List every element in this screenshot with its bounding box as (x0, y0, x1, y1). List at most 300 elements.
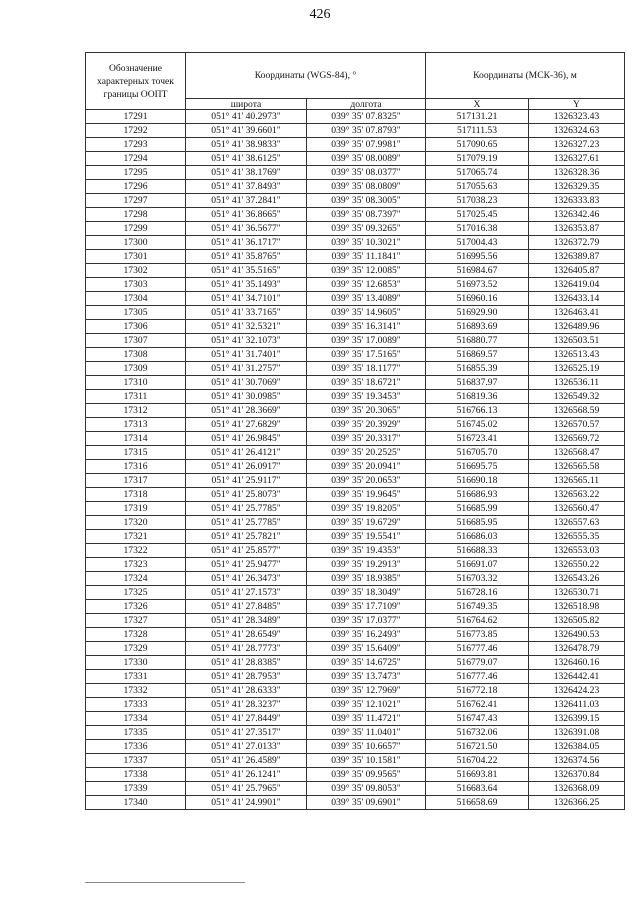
y-coordinate-cell: 1326549.32 (529, 390, 625, 404)
longitude-cell: 039° 35' 11.1841" (307, 250, 426, 264)
longitude-cell: 039° 35' 16.3141" (307, 320, 426, 334)
y-coordinate-cell: 1326557.63 (529, 516, 625, 530)
y-coordinate-cell: 1326424.23 (529, 684, 625, 698)
longitude-cell: 039° 35' 12.1021" (307, 698, 426, 712)
latitude-cell: 051° 41' 31.7401" (186, 348, 307, 362)
latitude-cell: 051° 41' 26.4589" (186, 754, 307, 768)
point-number-cell: 17329 (86, 642, 186, 656)
x-coordinate-cell: 516723.41 (426, 432, 529, 446)
y-coordinate-cell: 1326525.19 (529, 362, 625, 376)
x-coordinate-cell: 516995.56 (426, 250, 529, 264)
y-coordinate-cell: 1326372.79 (529, 236, 625, 250)
longitude-cell: 039° 35' 12.7969" (307, 684, 426, 698)
table-row (86, 698, 625, 712)
latitude-cell: 051° 41' 40.2973" (186, 110, 307, 124)
coordinates-table (85, 52, 625, 810)
table-row (86, 558, 625, 572)
y-coordinate-cell: 1326570.57 (529, 418, 625, 432)
x-coordinate-cell: 517079.19 (426, 152, 529, 166)
longitude-cell: 039° 35' 08.0089" (307, 152, 426, 166)
point-number-cell: 17316 (86, 460, 186, 474)
x-coordinate-cell: 516960.16 (426, 292, 529, 306)
x-coordinate-cell: 517065.74 (426, 166, 529, 180)
latitude-cell: 051° 41' 28.3669" (186, 404, 307, 418)
latitude-cell: 051° 41' 25.7965" (186, 782, 307, 796)
x-coordinate-cell: 516693.81 (426, 768, 529, 782)
x-coordinate-cell: 516685.99 (426, 502, 529, 516)
point-number-cell: 17318 (86, 488, 186, 502)
table-row (86, 278, 625, 292)
table-row (86, 572, 625, 586)
x-coordinate-cell: 517111.53 (426, 124, 529, 138)
x-coordinate-cell: 516762.41 (426, 698, 529, 712)
point-number-cell: 17338 (86, 768, 186, 782)
latitude-cell: 051° 41' 27.8485" (186, 600, 307, 614)
point-number-cell: 17322 (86, 544, 186, 558)
point-number-cell: 17313 (86, 418, 186, 432)
y-coordinate-cell: 1326568.59 (529, 404, 625, 418)
point-number-cell: 17330 (86, 656, 186, 670)
table-row (86, 600, 625, 614)
y-coordinate-cell: 1326505.82 (529, 614, 625, 628)
table-row (86, 614, 625, 628)
longitude-cell: 039° 35' 20.3929" (307, 418, 426, 432)
latitude-cell: 051° 41' 38.9833" (186, 138, 307, 152)
y-coordinate-cell: 1326329.35 (529, 180, 625, 194)
table-row (86, 796, 625, 810)
point-number-cell: 17310 (86, 376, 186, 390)
table-row (86, 306, 625, 320)
y-coordinate-cell: 1326384.05 (529, 740, 625, 754)
y-coordinate-cell: 1326419.04 (529, 278, 625, 292)
y-coordinate-cell: 1326460.16 (529, 656, 625, 670)
latitude-cell: 051° 41' 26.3473" (186, 572, 307, 586)
latitude-cell: 051° 41' 28.3489" (186, 614, 307, 628)
longitude-cell: 039° 35' 08.3005" (307, 194, 426, 208)
table-row (86, 362, 625, 376)
y-coordinate-cell: 1326550.22 (529, 558, 625, 572)
table-row (86, 446, 625, 460)
longitude-cell: 039° 35' 17.7109" (307, 600, 426, 614)
point-number-cell: 17296 (86, 180, 186, 194)
page-number: 426 (309, 7, 331, 22)
latitude-cell: 051° 41' 27.0133" (186, 740, 307, 754)
x-coordinate-cell: 516690.18 (426, 474, 529, 488)
x-coordinate-cell: 517025.45 (426, 208, 529, 222)
latitude-cell: 051° 41' 32.5321" (186, 320, 307, 334)
latitude-header: широта (186, 99, 307, 110)
table-row (86, 726, 625, 740)
point-number-cell: 17305 (86, 306, 186, 320)
table-row (86, 684, 625, 698)
table-row (86, 180, 625, 194)
point-number-cell: 17300 (86, 236, 186, 250)
latitude-cell: 051° 41' 35.8765" (186, 250, 307, 264)
longitude-cell: 039° 35' 18.3049" (307, 586, 426, 600)
longitude-cell: 039° 35' 08.0809" (307, 180, 426, 194)
y-coordinate-cell: 1326530.71 (529, 586, 625, 600)
y-coordinate-cell: 1326374.56 (529, 754, 625, 768)
x-coordinate-cell: 516869.57 (426, 348, 529, 362)
point-number-cell: 17327 (86, 614, 186, 628)
latitude-cell: 051° 41' 30.7069" (186, 376, 307, 390)
longitude-cell: 039° 35' 20.0941" (307, 460, 426, 474)
x-coordinate-cell: 516691.07 (426, 558, 529, 572)
latitude-cell: 051° 41' 25.9117" (186, 474, 307, 488)
longitude-cell: 039° 35' 15.6409" (307, 642, 426, 656)
table-row (86, 586, 625, 600)
x-coordinate-cell: 516973.52 (426, 278, 529, 292)
point-number-cell: 17314 (86, 432, 186, 446)
longitude-cell: 039° 35' 14.6725" (307, 656, 426, 670)
latitude-cell: 051° 41' 27.3517" (186, 726, 307, 740)
table-row (86, 124, 625, 138)
x-coordinate-cell: 516893.69 (426, 320, 529, 334)
latitude-cell: 051° 41' 31.2757" (186, 362, 307, 376)
latitude-cell: 051° 41' 35.1493" (186, 278, 307, 292)
longitude-cell: 039° 35' 20.2525" (307, 446, 426, 460)
point-number-cell: 17317 (86, 474, 186, 488)
point-number-cell: 17298 (86, 208, 186, 222)
y-coordinate-cell: 1326565.11 (529, 474, 625, 488)
point-number-cell: 17299 (86, 222, 186, 236)
y-coordinate-cell: 1326323.43 (529, 110, 625, 124)
table-row (86, 376, 625, 390)
x-coordinate-cell: 516777.46 (426, 670, 529, 684)
table-row (86, 222, 625, 236)
point-number-cell: 17311 (86, 390, 186, 404)
longitude-cell: 039° 35' 09.3265" (307, 222, 426, 236)
table-row (86, 250, 625, 264)
y-coordinate-cell: 1326433.14 (529, 292, 625, 306)
longitude-cell: 039° 35' 08.7397" (307, 208, 426, 222)
y-coordinate-cell: 1326513.43 (529, 348, 625, 362)
y-coordinate-cell: 1326536.11 (529, 376, 625, 390)
table-row (86, 642, 625, 656)
x-coordinate-cell: 516704.22 (426, 754, 529, 768)
latitude-cell: 051° 41' 28.3237" (186, 698, 307, 712)
longitude-cell: 039° 35' 09.9565" (307, 768, 426, 782)
x-coordinate-cell: 516703.32 (426, 572, 529, 586)
y-coordinate-cell: 1326555.35 (529, 530, 625, 544)
table-row (86, 138, 625, 152)
y-coordinate-cell: 1326353.87 (529, 222, 625, 236)
x-coordinate-cell: 516658.69 (426, 796, 529, 810)
point-number-cell: 17321 (86, 530, 186, 544)
y-coordinate-cell: 1326565.58 (529, 460, 625, 474)
point-number-cell: 17325 (86, 586, 186, 600)
table-row (86, 110, 625, 124)
latitude-cell: 051° 41' 37.8493" (186, 180, 307, 194)
point-number-cell: 17294 (86, 152, 186, 166)
longitude-cell: 039° 35' 13.7473" (307, 670, 426, 684)
table-row (86, 152, 625, 166)
y-coordinate-cell: 1326328.36 (529, 166, 625, 180)
latitude-cell: 051° 41' 30.0985" (186, 390, 307, 404)
table-row (86, 348, 625, 362)
x-coordinate-cell: 516880.77 (426, 334, 529, 348)
table-row (86, 334, 625, 348)
latitude-cell: 051° 41' 33.7165" (186, 306, 307, 320)
point-number-cell: 17297 (86, 194, 186, 208)
y-coordinate-cell: 1326442.41 (529, 670, 625, 684)
x-coordinate-cell: 516747.43 (426, 712, 529, 726)
longitude-cell: 039° 35' 18.1177" (307, 362, 426, 376)
y-coordinate-cell: 1326569.72 (529, 432, 625, 446)
x-coordinate-cell: 516683.64 (426, 782, 529, 796)
longitude-cell: 039° 35' 10.3021" (307, 236, 426, 250)
longitude-cell: 039° 35' 18.9385" (307, 572, 426, 586)
y-coordinate-cell: 1326324.63 (529, 124, 625, 138)
longitude-cell: 039° 35' 19.9645" (307, 488, 426, 502)
point-number-cell: 17304 (86, 292, 186, 306)
y-coordinate-cell: 1326489.96 (529, 320, 625, 334)
longitude-cell: 039° 35' 19.5541" (307, 530, 426, 544)
x-coordinate-cell: 516749.35 (426, 600, 529, 614)
longitude-header: долгота (307, 99, 426, 110)
table-row (86, 628, 625, 642)
x-coordinate-cell: 516705.70 (426, 446, 529, 460)
y-coordinate-cell: 1326399.15 (529, 712, 625, 726)
table-row (86, 320, 625, 334)
point-number-cell: 17336 (86, 740, 186, 754)
table-row (86, 502, 625, 516)
latitude-cell: 051° 41' 36.5677" (186, 222, 307, 236)
x-coordinate-cell: 516728.16 (426, 586, 529, 600)
y-coordinate-cell: 1326518.98 (529, 600, 625, 614)
longitude-cell: 039° 35' 16.2493" (307, 628, 426, 642)
footer-divider (85, 882, 245, 883)
point-number-cell: 17306 (86, 320, 186, 334)
point-number-cell: 17340 (86, 796, 186, 810)
x-coordinate-cell: 516837.97 (426, 376, 529, 390)
x-coordinate-cell: 516721.50 (426, 740, 529, 754)
x-coordinate-cell: 516984.67 (426, 264, 529, 278)
point-number-cell: 17291 (86, 110, 186, 124)
latitude-cell: 051° 41' 25.7821" (186, 530, 307, 544)
table-row (86, 530, 625, 544)
table-row (86, 460, 625, 474)
latitude-cell: 051° 41' 36.1717" (186, 236, 307, 250)
latitude-cell: 051° 41' 38.6125" (186, 152, 307, 166)
latitude-cell: 051° 41' 24.9901" (186, 796, 307, 810)
longitude-cell: 039° 35' 07.8793" (307, 124, 426, 138)
table-row (86, 488, 625, 502)
longitude-cell: 039° 35' 19.3453" (307, 390, 426, 404)
point-number-cell: 17303 (86, 278, 186, 292)
y-coordinate-cell: 1326543.26 (529, 572, 625, 586)
table-row (86, 236, 625, 250)
y-coordinate-cell: 1326560.47 (529, 502, 625, 516)
table-row (86, 740, 625, 754)
longitude-cell: 039° 35' 07.8325" (307, 110, 426, 124)
longitude-cell: 039° 35' 19.6729" (307, 516, 426, 530)
table-row (86, 418, 625, 432)
longitude-cell: 039° 35' 19.2913" (307, 558, 426, 572)
y-coordinate-cell: 1326327.61 (529, 152, 625, 166)
x-coordinate-cell: 517090.65 (426, 138, 529, 152)
longitude-cell: 039° 35' 17.0089" (307, 334, 426, 348)
latitude-cell: 051° 41' 27.8449" (186, 712, 307, 726)
table-row (86, 432, 625, 446)
x-coordinate-cell: 516766.13 (426, 404, 529, 418)
point-number-cell: 17320 (86, 516, 186, 530)
point-number-cell: 17324 (86, 572, 186, 586)
longitude-cell: 039° 35' 08.0377" (307, 166, 426, 180)
longitude-cell: 039° 35' 20.0653" (307, 474, 426, 488)
latitude-cell: 051° 41' 28.7773" (186, 642, 307, 656)
latitude-cell: 051° 41' 27.6829" (186, 418, 307, 432)
x-coordinate-cell: 517038.23 (426, 194, 529, 208)
point-number-cell: 17332 (86, 684, 186, 698)
x-coordinate-cell: 516685.95 (426, 516, 529, 530)
latitude-cell: 051° 41' 36.8665" (186, 208, 307, 222)
x-coordinate-cell: 516732.06 (426, 726, 529, 740)
y-coordinate-cell: 1326405.87 (529, 264, 625, 278)
latitude-cell: 051° 41' 38.1769" (186, 166, 307, 180)
latitude-cell: 051° 41' 26.9845" (186, 432, 307, 446)
table-row (86, 754, 625, 768)
point-number-cell: 17292 (86, 124, 186, 138)
longitude-cell: 039° 35' 13.4089" (307, 292, 426, 306)
longitude-cell: 039° 35' 12.6853" (307, 278, 426, 292)
latitude-cell: 051° 41' 32.1073" (186, 334, 307, 348)
longitude-cell: 039° 35' 12.0085" (307, 264, 426, 278)
x-coordinate-cell: 517004.43 (426, 236, 529, 250)
point-number-cell: 17319 (86, 502, 186, 516)
longitude-cell: 039° 35' 20.3317" (307, 432, 426, 446)
x-coordinate-cell: 516686.93 (426, 488, 529, 502)
x-coordinate-cell: 516773.85 (426, 628, 529, 642)
latitude-cell: 051° 41' 25.7785" (186, 516, 307, 530)
point-number-cell: 17302 (86, 264, 186, 278)
y-coordinate-cell: 1326327.23 (529, 138, 625, 152)
table-row (86, 782, 625, 796)
latitude-cell: 051° 41' 34.7101" (186, 292, 307, 306)
longitude-cell: 039° 35' 17.5165" (307, 348, 426, 362)
y-coordinate-cell: 1326333.83 (529, 194, 625, 208)
latitude-cell: 051° 41' 27.1573" (186, 586, 307, 600)
latitude-cell: 051° 41' 28.6333" (186, 684, 307, 698)
y-coordinate-cell: 1326342.46 (529, 208, 625, 222)
table-row (86, 516, 625, 530)
table-row (86, 208, 625, 222)
point-number-cell: 17309 (86, 362, 186, 376)
point-number-cell: 17337 (86, 754, 186, 768)
x-coordinate-cell: 516929.90 (426, 306, 529, 320)
msk36-header: Координаты (МСК-36), м (426, 53, 625, 99)
x-coordinate-cell: 516855.39 (426, 362, 529, 376)
table-row (86, 670, 625, 684)
x-coordinate-cell: 516779.07 (426, 656, 529, 670)
x-coordinate-cell: 516777.46 (426, 642, 529, 656)
y-coordinate-cell: 1326411.03 (529, 698, 625, 712)
longitude-cell: 039° 35' 19.8205" (307, 502, 426, 516)
table-row (86, 712, 625, 726)
latitude-cell: 051° 41' 26.4121" (186, 446, 307, 460)
y-coordinate-cell: 1326478.79 (529, 642, 625, 656)
x-coordinate-cell: 517016.38 (426, 222, 529, 236)
longitude-cell: 039° 35' 09.6901" (307, 796, 426, 810)
y-coordinate-cell: 1326553.03 (529, 544, 625, 558)
y-coordinate-cell: 1326563.22 (529, 488, 625, 502)
point-number-cell: 17323 (86, 558, 186, 572)
table-row (86, 390, 625, 404)
x-coordinate-cell: 517055.63 (426, 180, 529, 194)
longitude-cell: 039° 35' 11.0401" (307, 726, 426, 740)
table-row (86, 656, 625, 670)
x-coordinate-cell: 516745.02 (426, 418, 529, 432)
longitude-cell: 039° 35' 11.4721" (307, 712, 426, 726)
longitude-cell: 039° 35' 14.9605" (307, 306, 426, 320)
table-row (86, 166, 625, 180)
latitude-cell: 051° 41' 39.6601" (186, 124, 307, 138)
latitude-cell: 051° 41' 35.5165" (186, 264, 307, 278)
x-coordinate-cell: 516764.62 (426, 614, 529, 628)
longitude-cell: 039° 35' 07.9981" (307, 138, 426, 152)
table-row (86, 474, 625, 488)
point-number-cell: 17293 (86, 138, 186, 152)
table-row (86, 194, 625, 208)
point-number-cell: 17331 (86, 670, 186, 684)
point-number-cell: 17312 (86, 404, 186, 418)
point-number-cell: 17333 (86, 698, 186, 712)
point-number-cell: 17335 (86, 726, 186, 740)
latitude-cell: 051° 41' 25.9477" (186, 558, 307, 572)
x-coordinate-cell: 516772.18 (426, 684, 529, 698)
y-coordinate-cell: 1326366.25 (529, 796, 625, 810)
table-body (86, 110, 625, 810)
y-coordinate-cell: 1326463.41 (529, 306, 625, 320)
longitude-cell: 039° 35' 10.6657" (307, 740, 426, 754)
y-coordinate-cell: 1326503.51 (529, 334, 625, 348)
latitude-cell: 051° 41' 25.8577" (186, 544, 307, 558)
point-number-cell: 17328 (86, 628, 186, 642)
x-coordinate-cell: 516686.03 (426, 530, 529, 544)
x-coordinate-cell: 516688.33 (426, 544, 529, 558)
table-row (86, 544, 625, 558)
longitude-cell: 039° 35' 17.0377" (307, 614, 426, 628)
y-coordinate-cell: 1326490.53 (529, 628, 625, 642)
table-row (86, 264, 625, 278)
latitude-cell: 051° 41' 37.2841" (186, 194, 307, 208)
point-number-cell: 17308 (86, 348, 186, 362)
x-coordinate-cell: 517131.21 (426, 110, 529, 124)
latitude-cell: 051° 41' 28.6549" (186, 628, 307, 642)
point-number-cell: 17326 (86, 600, 186, 614)
y-header: Y (529, 99, 625, 110)
longitude-cell: 039° 35' 10.1581" (307, 754, 426, 768)
x-coordinate-cell: 516819.36 (426, 390, 529, 404)
point-number-cell: 17334 (86, 712, 186, 726)
x-header: X (426, 99, 529, 110)
y-coordinate-cell: 1326370.84 (529, 768, 625, 782)
longitude-cell: 039° 35' 19.4353" (307, 544, 426, 558)
y-coordinate-cell: 1326368.09 (529, 782, 625, 796)
latitude-cell: 051° 41' 25.7785" (186, 502, 307, 516)
point-number-cell: 17339 (86, 782, 186, 796)
wgs84-header: Координаты (WGS-84), ° (186, 53, 426, 99)
latitude-cell: 051° 41' 28.7953" (186, 670, 307, 684)
longitude-cell: 039° 35' 20.3065" (307, 404, 426, 418)
designation-header: Обозначение характерных точек границы ООПТ (86, 53, 186, 110)
latitude-cell: 051° 41' 26.0917" (186, 460, 307, 474)
y-coordinate-cell: 1326391.08 (529, 726, 625, 740)
latitude-cell: 051° 41' 25.8073" (186, 488, 307, 502)
point-number-cell: 17307 (86, 334, 186, 348)
table-row (86, 404, 625, 418)
x-coordinate-cell: 516695.75 (426, 460, 529, 474)
